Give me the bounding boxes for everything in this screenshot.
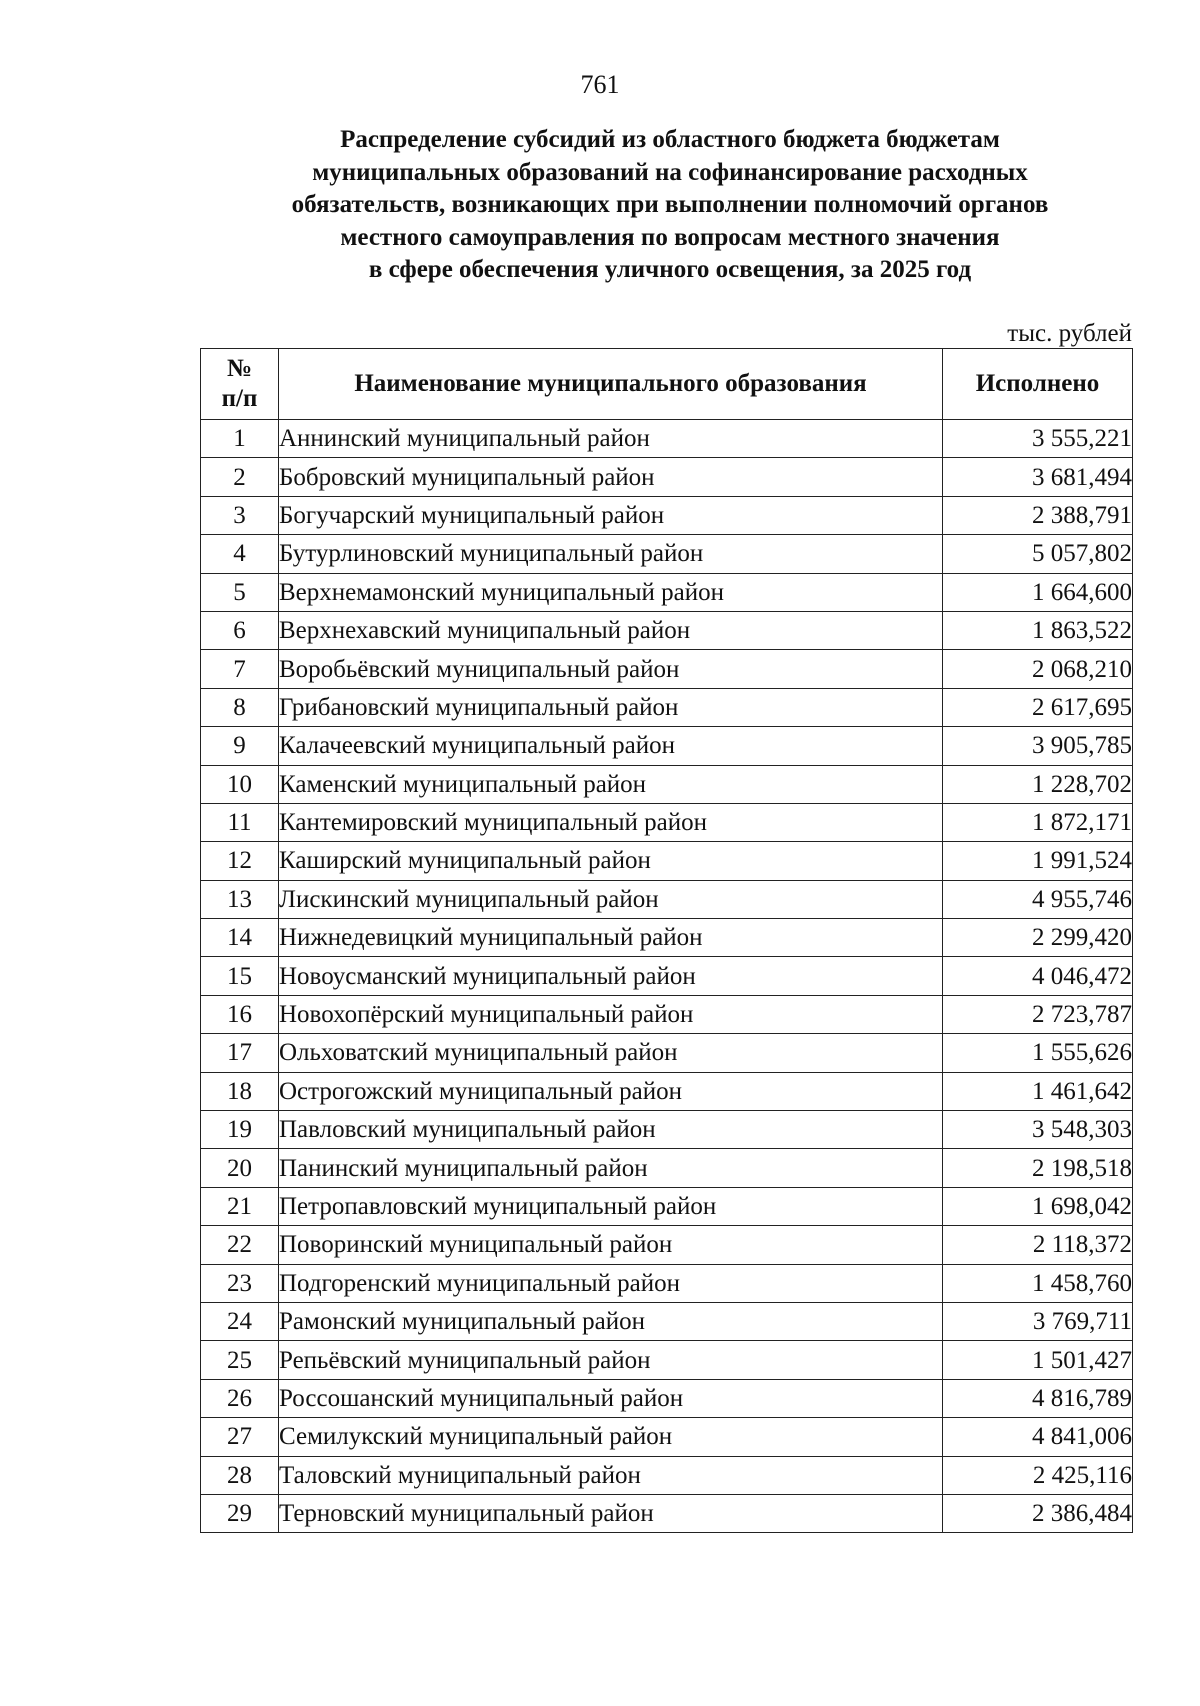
row-name: Павловский муниципальный район: [279, 1111, 943, 1149]
table-row: [201, 1149, 1133, 1187]
table-row: [201, 650, 1133, 688]
row-name: Острогожский муниципальный район: [279, 1072, 943, 1110]
row-number: 11: [201, 803, 279, 841]
table-row: [201, 803, 1133, 841]
row-number: 18: [201, 1072, 279, 1110]
row-number: 15: [201, 957, 279, 995]
row-name: Поворинский муниципальный район: [279, 1226, 943, 1264]
row-number: 12: [201, 842, 279, 880]
row-name: Новоусманский муниципальный район: [279, 957, 943, 995]
row-name: Таловский муниципальный район: [279, 1456, 943, 1494]
row-number: 24: [201, 1302, 279, 1340]
row-name: Грибановский муниципальный район: [279, 688, 943, 726]
row-name: Россошанский муниципальный район: [279, 1379, 943, 1417]
table-row: [201, 458, 1133, 496]
row-name: Каширский муниципальный район: [279, 842, 943, 880]
row-value: 1 458,760: [943, 1264, 1133, 1302]
row-value: 2 386,484: [943, 1494, 1133, 1532]
row-value: 4 841,006: [943, 1418, 1133, 1456]
row-number: 1: [201, 420, 279, 458]
table-row: [201, 688, 1133, 726]
row-number: 26: [201, 1379, 279, 1417]
row-name: Нижнедевицкий муниципальный район: [279, 919, 943, 957]
row-name: Семилукский муниципальный район: [279, 1418, 943, 1456]
row-name: Верхнемамонский муниципальный район: [279, 573, 943, 611]
table-row: [201, 420, 1133, 458]
row-name: Бутурлиновский муниципальный район: [279, 535, 943, 573]
row-number: 25: [201, 1341, 279, 1379]
header-value: Исполнено: [943, 349, 1133, 420]
row-value: 5 057,802: [943, 535, 1133, 573]
table-row: [201, 573, 1133, 611]
row-value: 3 905,785: [943, 727, 1133, 765]
row-value: 3 548,303: [943, 1111, 1133, 1149]
row-value: 2 617,695: [943, 688, 1133, 726]
row-number: 27: [201, 1418, 279, 1456]
row-number: 23: [201, 1264, 279, 1302]
row-name: Ольховатский муниципальный район: [279, 1034, 943, 1072]
row-name: Аннинский муниципальный район: [279, 420, 943, 458]
subsidy-table: [200, 348, 1133, 1533]
row-name: Воробьёвский муниципальный район: [279, 650, 943, 688]
row-number: 8: [201, 688, 279, 726]
table-row: [201, 995, 1133, 1033]
row-value: 2 723,787: [943, 995, 1133, 1033]
row-value: 2 068,210: [943, 650, 1133, 688]
row-number: 19: [201, 1111, 279, 1149]
table-row: [201, 957, 1133, 995]
row-value: 2 425,116: [943, 1456, 1133, 1494]
row-number: 16: [201, 995, 279, 1033]
row-name: Кантемировский муниципальный район: [279, 803, 943, 841]
row-value: 3 555,221: [943, 420, 1133, 458]
row-number: 6: [201, 611, 279, 649]
table-row: [201, 611, 1133, 649]
row-value: 1 461,642: [943, 1072, 1133, 1110]
table-row: [201, 727, 1133, 765]
row-name: Верхнехавский муниципальный район: [279, 611, 943, 649]
table-row: [201, 1226, 1133, 1264]
row-value: 4 046,472: [943, 957, 1133, 995]
row-name: Подгоренский муниципальный район: [279, 1264, 943, 1302]
row-number: 22: [201, 1226, 279, 1264]
units-label: тыс. рублей: [1007, 320, 1132, 347]
table-row: [201, 1418, 1133, 1456]
header-name: Наименование муниципального образования: [279, 349, 943, 420]
header-number: [201, 349, 279, 420]
table-row: [201, 1302, 1133, 1340]
table-row: [201, 1034, 1133, 1072]
table-row: [201, 880, 1133, 918]
row-name: Калачеевский муниципальный район: [279, 727, 943, 765]
row-name: Бобровский муниципальный район: [279, 458, 943, 496]
row-number: 17: [201, 1034, 279, 1072]
title-line: местного самоуправления по вопросам местного значения: [340, 223, 1000, 251]
row-value: 1 501,427: [943, 1341, 1133, 1379]
document-title: [200, 124, 1140, 287]
row-value: 1 664,600: [943, 573, 1133, 611]
row-number: 20: [201, 1149, 279, 1187]
row-number: 7: [201, 650, 279, 688]
row-value: 1 555,626: [943, 1034, 1133, 1072]
table-row: [201, 1494, 1133, 1532]
table-header-row: [201, 349, 1133, 420]
row-value: 1 991,524: [943, 842, 1133, 880]
row-number: 5: [201, 573, 279, 611]
row-number: 13: [201, 880, 279, 918]
table-row: [201, 919, 1133, 957]
row-value: 2 299,420: [943, 919, 1133, 957]
row-name: Терновский муниципальный район: [279, 1494, 943, 1532]
table-row: [201, 1379, 1133, 1417]
row-number: 29: [201, 1494, 279, 1532]
row-number: 14: [201, 919, 279, 957]
table-row: [201, 1341, 1133, 1379]
table-row: [201, 1111, 1133, 1149]
header-number-abbrev: п/п: [221, 385, 258, 412]
row-name: Панинский муниципальный район: [279, 1149, 943, 1187]
row-name: Репьёвский муниципальный район: [279, 1341, 943, 1379]
row-value: 2 118,372: [943, 1226, 1133, 1264]
title-line: муниципальных образований на софинансирование расходных: [312, 158, 1028, 186]
table-row: [201, 496, 1133, 534]
row-name: Рамонский муниципальный район: [279, 1302, 943, 1340]
row-value: 2 198,518: [943, 1149, 1133, 1187]
row-name: Каменский муниципальный район: [279, 765, 943, 803]
row-value: 1 698,042: [943, 1187, 1133, 1225]
header-number-symbol: №: [226, 355, 253, 382]
row-value: 3 681,494: [943, 458, 1133, 496]
row-number: 2: [201, 458, 279, 496]
table-row: [201, 1072, 1133, 1110]
row-number: 4: [201, 535, 279, 573]
table-row: [201, 1187, 1133, 1225]
row-value: 4 816,789: [943, 1379, 1133, 1417]
table-row: [201, 842, 1133, 880]
row-value: 1 228,702: [943, 765, 1133, 803]
title-line: в сфере обеспечения уличного освещения, за 2025 год: [368, 256, 972, 283]
row-name: Петропавловский муниципальный район: [279, 1187, 943, 1225]
page-number: 761: [580, 70, 620, 99]
table-row: [201, 1264, 1133, 1302]
row-value: 4 955,746: [943, 880, 1133, 918]
row-value: 1 872,171: [943, 803, 1133, 841]
row-number: 3: [201, 496, 279, 534]
title-line: Распределение субсидий из областного бюджета бюджетам: [340, 126, 1000, 153]
row-number: 9: [201, 727, 279, 765]
row-name: Новохопёрский муниципальный район: [279, 995, 943, 1033]
table-body: [201, 420, 1133, 1533]
table-row: [201, 765, 1133, 803]
row-name: Лискинский муниципальный район: [279, 880, 943, 918]
title-line: обязательств, возникающих при выполнении полномочий органов: [291, 191, 1049, 218]
row-number: 28: [201, 1456, 279, 1494]
table-row: [201, 535, 1133, 573]
table-row: [201, 1456, 1133, 1494]
row-number: 21: [201, 1187, 279, 1225]
row-value: 3 769,711: [943, 1302, 1133, 1340]
row-name: Богучарский муниципальный район: [279, 496, 943, 534]
row-value: 2 388,791: [943, 496, 1133, 534]
row-number: 10: [201, 765, 279, 803]
row-value: 1 863,522: [943, 611, 1133, 649]
